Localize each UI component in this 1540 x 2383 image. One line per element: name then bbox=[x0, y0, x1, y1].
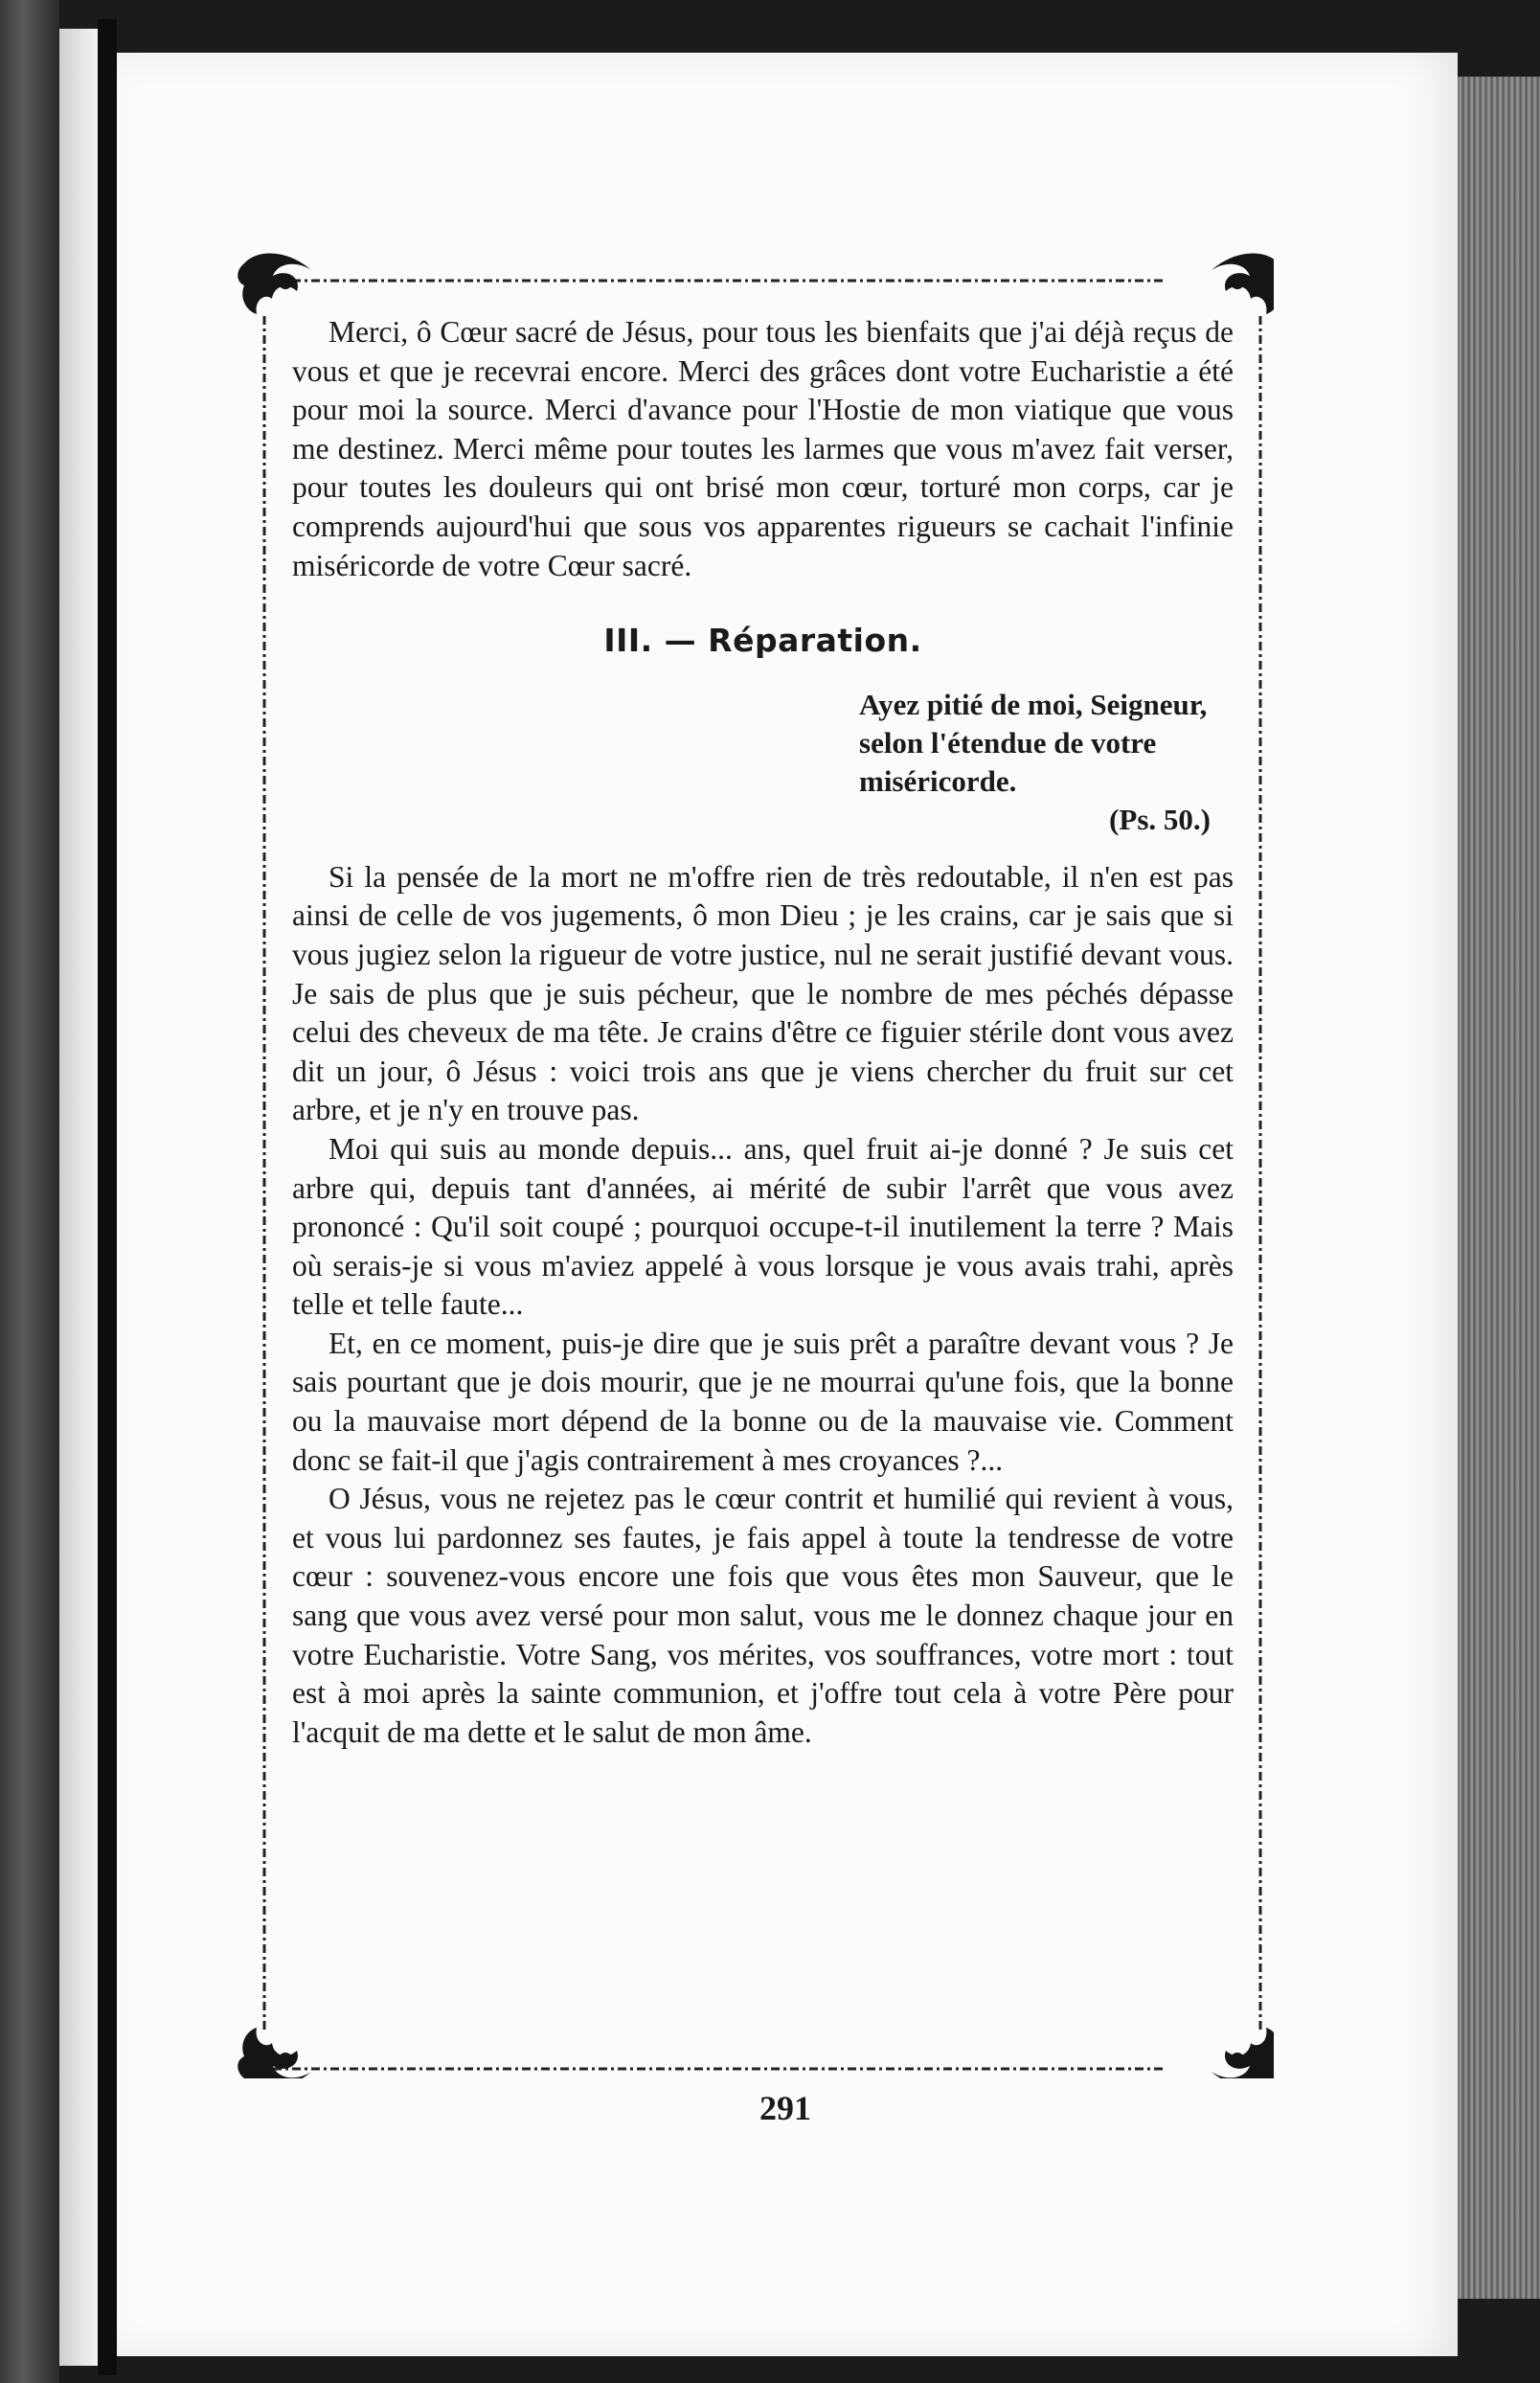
paragraph-fruit: Moi qui suis au monde depuis... ans, quel fruit ai-je donné ? Je suis cet arbre qui, depuis tant d'années, ai mérité de subir l'arrêt que vous avez prononcé : Qu'il soit coupé ; pourquoi occupe-t-il inutilement la terre ? Mais où serais-je si vous m'aviez appelé à vous lorsque je vous avais trahi, après telle et telle faute... bbox=[292, 1131, 1234, 1322]
epigraph-reference: (Ps. 50.) bbox=[1109, 802, 1211, 836]
page-stack-edge bbox=[1458, 77, 1540, 2299]
paragraph-judgment: Si la pensée de la mort ne m'offre rien de très redoutable, il n'en est pas ainsi de celle de vos jugements, ô mon Dieu ; je les crains, car je sais que si vous jugiez selon la rigueur de votre justice, nul ne serait justifié devant vous. Je sais de plus que je suis pécheur, que le nombre de mes péchés dépasse celui des cheveux de ma tête. Je crains d'être ce figuier stérile dont vous avez dit un jour, ô Jésus : voici trois ans que je viens chercher du fruit sur cet arbre, et je n'y en trouve pas. bbox=[292, 859, 1234, 1127]
paragraph-thanks: Merci, ô Cœur sacré de Jésus, pour tous les bienfaits que j'ai déjà reçus de vous et que je recevrai encore. Merci des grâces dont votre Eucharistie a été pour moi la source. Merci d'avance pour l'Hostie de mon viatique que vous me destinez. Merci même pour toutes les larmes que vous m'avez fait verser, pour toutes les douleurs qui ont brisé mon cœur, torturé mon corps, car je comprends aujourd'hui que sous vos apparentes rigueurs se cachait l'infinie miséricorde de votre Cœur sacré. bbox=[292, 315, 1234, 582]
corner-ornament-icon bbox=[238, 254, 311, 314]
previous-page-edge bbox=[59, 29, 98, 2366]
corner-ornament-icon bbox=[1212, 2028, 1274, 2078]
epigraph bbox=[859, 686, 1234, 839]
page-number: 291 bbox=[759, 2089, 811, 2127]
book-gutter bbox=[98, 19, 117, 2375]
epigraph-text: Ayez pitié de moi, Seigneur, selon l'étendue de votre miséricorde. bbox=[859, 687, 1208, 798]
section-heading: III. — Réparation. bbox=[603, 622, 922, 660]
book-spine-left bbox=[0, 0, 59, 2383]
paragraph-appeal: O Jésus, vous ne rejetez pas le cœur contrit et humilié qui revient à vous, et vous lui pardonnez ses fautes, je fais appel à toute la tendresse de votre cœur : souvenez-vous encore une fois que vous êtes mon Sauveur, que le sang que vous avez versé pour mon salut, vous me le donnez chaque jour en votre Eucharistie. Votre Sang, vos mérites, vos souffrances, votre mort : tout est à moi après la sainte communion, et j'offre tout cela à votre Père pour l'acquit de ma dette et le salut de mon âme. bbox=[292, 1482, 1234, 1749]
page-text bbox=[292, 313, 1234, 1752]
corner-ornament-icon bbox=[1212, 254, 1274, 314]
corner-ornament-icon bbox=[238, 2028, 311, 2078]
paragraph-death: Et, en ce moment, puis-je dire que je suis prêt a paraître devant vous ? Je sais pourtant que je dois mourir, que je ne mourrai qu'une fois, que la bonne ou la mauvaise mort dépend de la bonne ou de la mauvaise vie. Comment donc se fait-il que j'agis contrairement à mes croyances ?... bbox=[292, 1326, 1234, 1477]
